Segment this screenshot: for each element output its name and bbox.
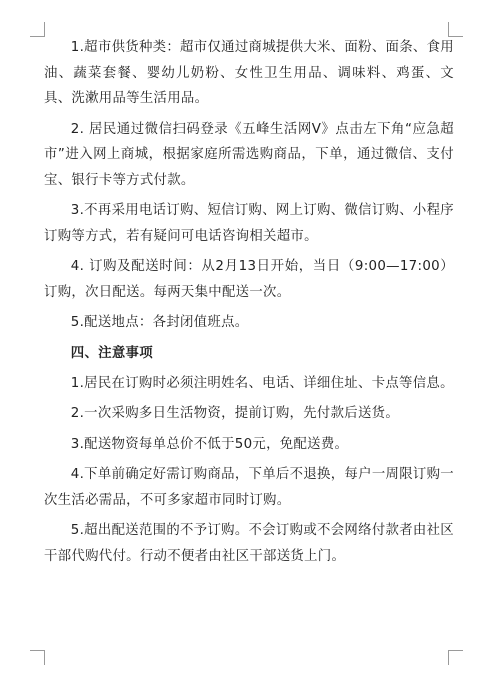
- document-body: [44, 35, 454, 574]
- note-required-info: 1.居民在订购时必须注明姓名、电话、详细住址、卡点等信息。: [70, 375, 454, 391]
- section-heading-notes: 四、注意事项: [70, 345, 153, 361]
- paragraph-supply-types: 1.超市供货种类：超市仅通过商城提供大米、面粉、面条、食用油、蔬菜套餐、婴幼儿奶粉、女性卫生用品、调味料、鸡蛋、文具、洗漱用品等生活用品。: [44, 40, 454, 107]
- margin-mark-bottom-right: [448, 650, 463, 665]
- note-prepayment: 2.一次采购多日生活物资，提前订购，先付款后送货。: [70, 406, 400, 422]
- paragraph-delivery-location: 5.配送地点：各封闭值班点。: [70, 315, 249, 331]
- paragraph-disallowed-channels: 3.不再采用电话订购、短信订购、网上订购、微信订购、小程序订购等方式，若有疑问可电话咨询相关超市。: [44, 203, 454, 244]
- margin-mark-top-left: [30, 22, 45, 37]
- note-out-of-range: 5.超出配送范围的不予订购。不会订购或不会网络付款者由社区干部代购代付。行动不便者由社区干部送货上门。: [44, 523, 454, 564]
- paragraph-order-delivery-time: 4. 订购及配送时间：从2月13日开始，当日（9:00—17:00）订购，次日配送。每两天集中配送一次。: [44, 259, 454, 300]
- note-minimum-order: 3.配送物资每单总价不低于50元，免配送费。: [70, 436, 349, 452]
- paragraph-ordering-method: 2. 居民通过微信扫码登录《五峰生活网V》点击左下角“应急超市”进入网上商城，根据家庭所需选购商品，下单，通过微信、支付宝、银行卡等方式付款。: [44, 121, 454, 188]
- note-no-returns: 4.下单前确定好需订购商品，下单后不退换，每户一周限订购一次生活必需品，不可多家超市同时订购。: [44, 467, 454, 508]
- margin-mark-bottom-left: [30, 650, 45, 665]
